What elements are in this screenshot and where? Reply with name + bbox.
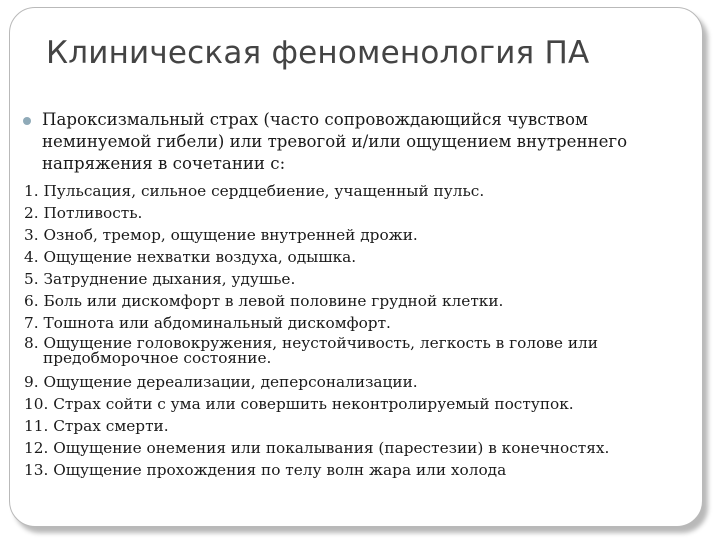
symptom-item: 2. Потливость. [24,204,143,222]
symptom-list [24,180,694,481]
symptom-item: 10. Страх сойти с ума или совершить неконтролируемый поступок. [24,395,574,413]
intro-line: Пароксизмальный страх (часто сопровождающийся чувством [42,110,588,129]
symptom-item: 1. Пульсация, сильное сердцебиение, учащенный пульс. [24,182,485,200]
intro-line: неминуемой гибели) или тревогой и/или ощущением внутреннего [42,132,628,151]
slide-title: Клиническая феноменология ПА [46,35,590,71]
symptom-item: 5. Затруднение дыхания, удушье. [24,270,296,288]
symptom-item: 12. Ощущение онемения или покалывания (парестезии) в конечностях. [24,439,610,457]
intro-paragraph [42,109,702,175]
symptom-item: 7. Тошнота или абдоминальный дискомфорт. [24,314,391,332]
symptom-item [24,334,694,371]
symptom-item: 13. Ощущение прохождения по телу волн жара или холода [24,461,507,479]
bullet-icon [23,117,31,125]
symptom-item: 6. Боль или дискомфорт в левой половине грудной клетки. [24,292,504,310]
symptom-item: 11. Страх смерти. [24,417,169,435]
symptom-item-line: 8. Ощущение головокружения, неустойчивость, легкость в голове или [24,334,598,352]
symptom-item-continuation: предобморочное состояние. [43,349,272,367]
symptom-item: 4. Ощущение нехватки воздуха, одышка. [24,248,357,266]
symptom-item: 3. Озноб, тремор, ощущение внутренней дрожи. [24,226,418,244]
symptom-item: 9. Ощущение дереализации, деперсонализации. [24,373,418,391]
intro-line: напряжения в сочетании с: [42,154,286,173]
